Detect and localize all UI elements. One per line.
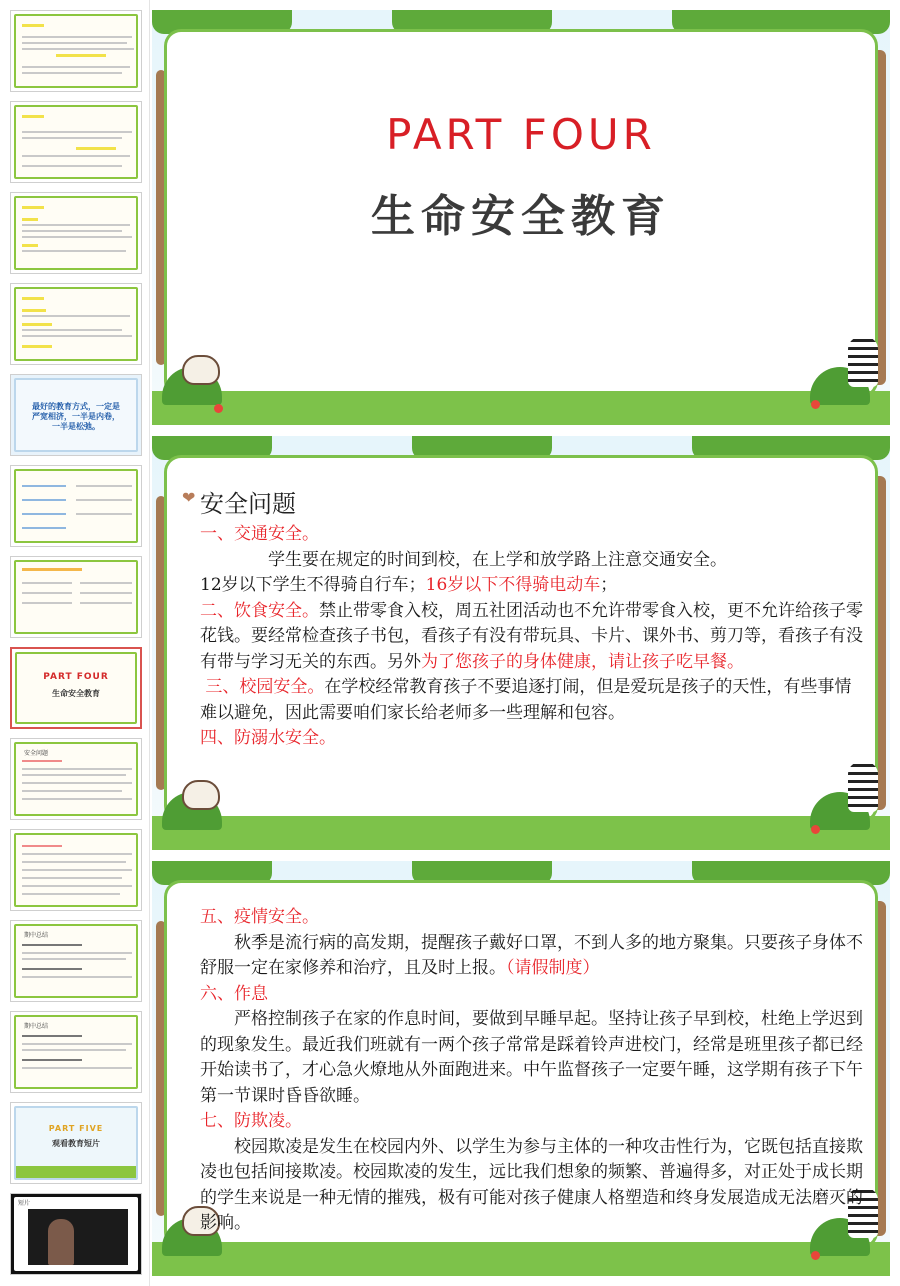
leaf-decoration: [392, 10, 552, 34]
zebra-illustration: [848, 337, 878, 387]
thumbnail-subtitle: 观看教育短片: [52, 1139, 100, 1148]
thumbnail-frame: [14, 1197, 138, 1271]
thumbnail-frame: [14, 196, 138, 270]
thumbnail-frame: [14, 469, 138, 543]
flower-decoration: [811, 1251, 820, 1260]
thumbnail-title: 短片: [18, 1200, 31, 1207]
zebra-illustration: [848, 762, 878, 812]
safety-issues-body: [200, 522, 864, 752]
slide-safety-continued: [152, 861, 890, 1276]
thumbnail-title: PART FIVE: [48, 1124, 104, 1133]
tree-trunk: [156, 496, 166, 790]
flower-decoration: [811, 400, 820, 409]
section-title-drowning: 四、防溺水安全。: [200, 728, 336, 748]
video-preview[interactable]: [28, 1209, 128, 1265]
flower-decoration: [811, 825, 820, 834]
slide-thumbnail-8[interactable]: [10, 647, 142, 729]
thumbnail-frame: [14, 1015, 138, 1089]
leaf-decoration: [152, 436, 272, 460]
thumbnail-subtitle: 生命安全教育: [52, 689, 100, 698]
slide-thumbnail-4[interactable]: [10, 283, 142, 365]
leaf-decoration: [412, 436, 552, 460]
leaf-decoration: [152, 10, 292, 34]
section-title-traffic: 一、交通安全。: [200, 524, 319, 544]
thumbnail-frame: [14, 560, 138, 634]
leaf-decoration: [672, 10, 890, 34]
paragraph-traffic-rules: 12岁以下学生不得骑自行车；16岁以下不得骑电动车；: [200, 575, 618, 595]
thumbnail-frame: [14, 742, 138, 816]
thumbnail-title: 安全问题: [24, 750, 49, 757]
paragraph-bullying: 校园欺凌是发生在校园内外、以学生为参与主体的一种攻击性行为，它既包括直接欺凌也包括间接欺凌。校园欺凌的发生，远比我们想象的频繁、普遍得多，对正处于成长期的学生来说是一种无情的摧残，极有可能对孩子健康人格塑造和终身发展造成无法磨灭的影响。: [200, 1136, 863, 1233]
thumbnail-frame: [15, 652, 137, 724]
grass-decoration: [152, 391, 890, 425]
slide-thumbnail-10[interactable]: [10, 829, 142, 911]
leaf-decoration: [692, 436, 890, 460]
thumbnail-title: 期中总结: [24, 1023, 49, 1030]
leaf-decoration: [152, 861, 272, 885]
thumbnail-frame: [14, 287, 138, 361]
thumbnail-frame: [14, 105, 138, 179]
thumbnail-frame: [14, 378, 138, 452]
thumbnail-frame: [14, 833, 138, 907]
section-title-epidemic: 五、疫情安全。: [200, 907, 319, 927]
slide-thumbnail-1[interactable]: [10, 10, 142, 92]
slide-part-four-title: [152, 10, 890, 425]
paragraph-traffic: 学生要在规定的时间到校，在上学和放学路上注意交通安全。: [268, 549, 727, 570]
thumbnail-title: 期中总结: [24, 932, 49, 939]
leaf-decoration: [412, 861, 552, 885]
thumbnail-frame: [14, 1106, 138, 1180]
cow-illustration: [182, 355, 220, 385]
tree-trunk: [156, 921, 166, 1216]
slide-thumbnail-9[interactable]: [10, 738, 142, 820]
slide-thumbnail-5[interactable]: [10, 374, 142, 456]
slide-thumbnail-panel: [0, 0, 150, 1286]
cow-illustration: [182, 780, 220, 810]
slide-thumbnail-3[interactable]: [10, 192, 142, 274]
thumbnail-title: PART FOUR: [43, 672, 109, 682]
flower-decoration: [214, 404, 223, 413]
slide-heading: 安全问题: [200, 490, 296, 518]
paragraph-campus: 三、校园安全。在学校经常教育孩子不要追逐打闹，但是爱玩是孩子的天性，有些事情难以避免，因此需要咱们家长给老师多一些理解和包容。: [200, 677, 852, 723]
slide-thumbnail-13[interactable]: [10, 1102, 142, 1184]
slide-safety-issues: [152, 436, 890, 850]
slide-thumbnail-7[interactable]: [10, 556, 142, 638]
section-title: 生命安全教育: [371, 191, 671, 242]
safety-continued-body: [200, 905, 864, 1237]
leaf-decoration: [692, 861, 890, 885]
paragraph-schedule: 严格控制孩子在家的作息时间，要做到早睡早起。坚持让孩子早到校，杜绝上学迟到的现象发生。最近我们班就有一两个孩子常常是踩着铃声进校门，经常是班里孩子都已经开始读书了，才心急火燎地从外面跑进来。中午监督孩子一定要午睡，这学期有孩子下午第一节课时昏昏欲睡。: [200, 1009, 863, 1106]
slide-thumbnail-11[interactable]: [10, 920, 142, 1002]
slide-thumbnail-2[interactable]: [10, 101, 142, 183]
slide-thumbnail-14[interactable]: [10, 1193, 142, 1275]
slide-thumbnail-12[interactable]: [10, 1011, 142, 1093]
thumbnail-frame: [14, 924, 138, 998]
thumbnail-quote: 最好的教育方式，一定是严宽相济，一半是内卷，一半是松弛。: [32, 402, 120, 431]
paragraph-food: 二、饮食安全。禁止带零食入校，周五社团活动也不允许带零食入校，更不允许给孩子零花钱。要经常检查孩子书包，看孩子有没有带玩具、卡片、课外书、剪刀等，看孩子有没有带与学习无关的东西。另外为了您孩子的身体健康，请让孩子吃早餐。: [200, 600, 863, 672]
heart-icon: ❤: [182, 488, 196, 507]
part-title: PART FOUR: [386, 110, 656, 159]
paragraph-epidemic: 秋季是流行病的高发期，提醒孩子戴好口罩，不到人多的地方聚集。只要孩子身体不舒服一定在家修养和治疗，且及时上报。（请假制度）: [200, 932, 863, 978]
grass-decoration: [152, 1242, 890, 1276]
video-person-image: [48, 1219, 74, 1265]
grass-decoration: [152, 816, 890, 850]
section-title-schedule: 六、作息: [200, 983, 268, 1004]
slide-thumbnail-6[interactable]: [10, 465, 142, 547]
section-title-bullying: 七、防欺凌。: [200, 1111, 302, 1131]
thumbnail-frame: [14, 14, 138, 88]
